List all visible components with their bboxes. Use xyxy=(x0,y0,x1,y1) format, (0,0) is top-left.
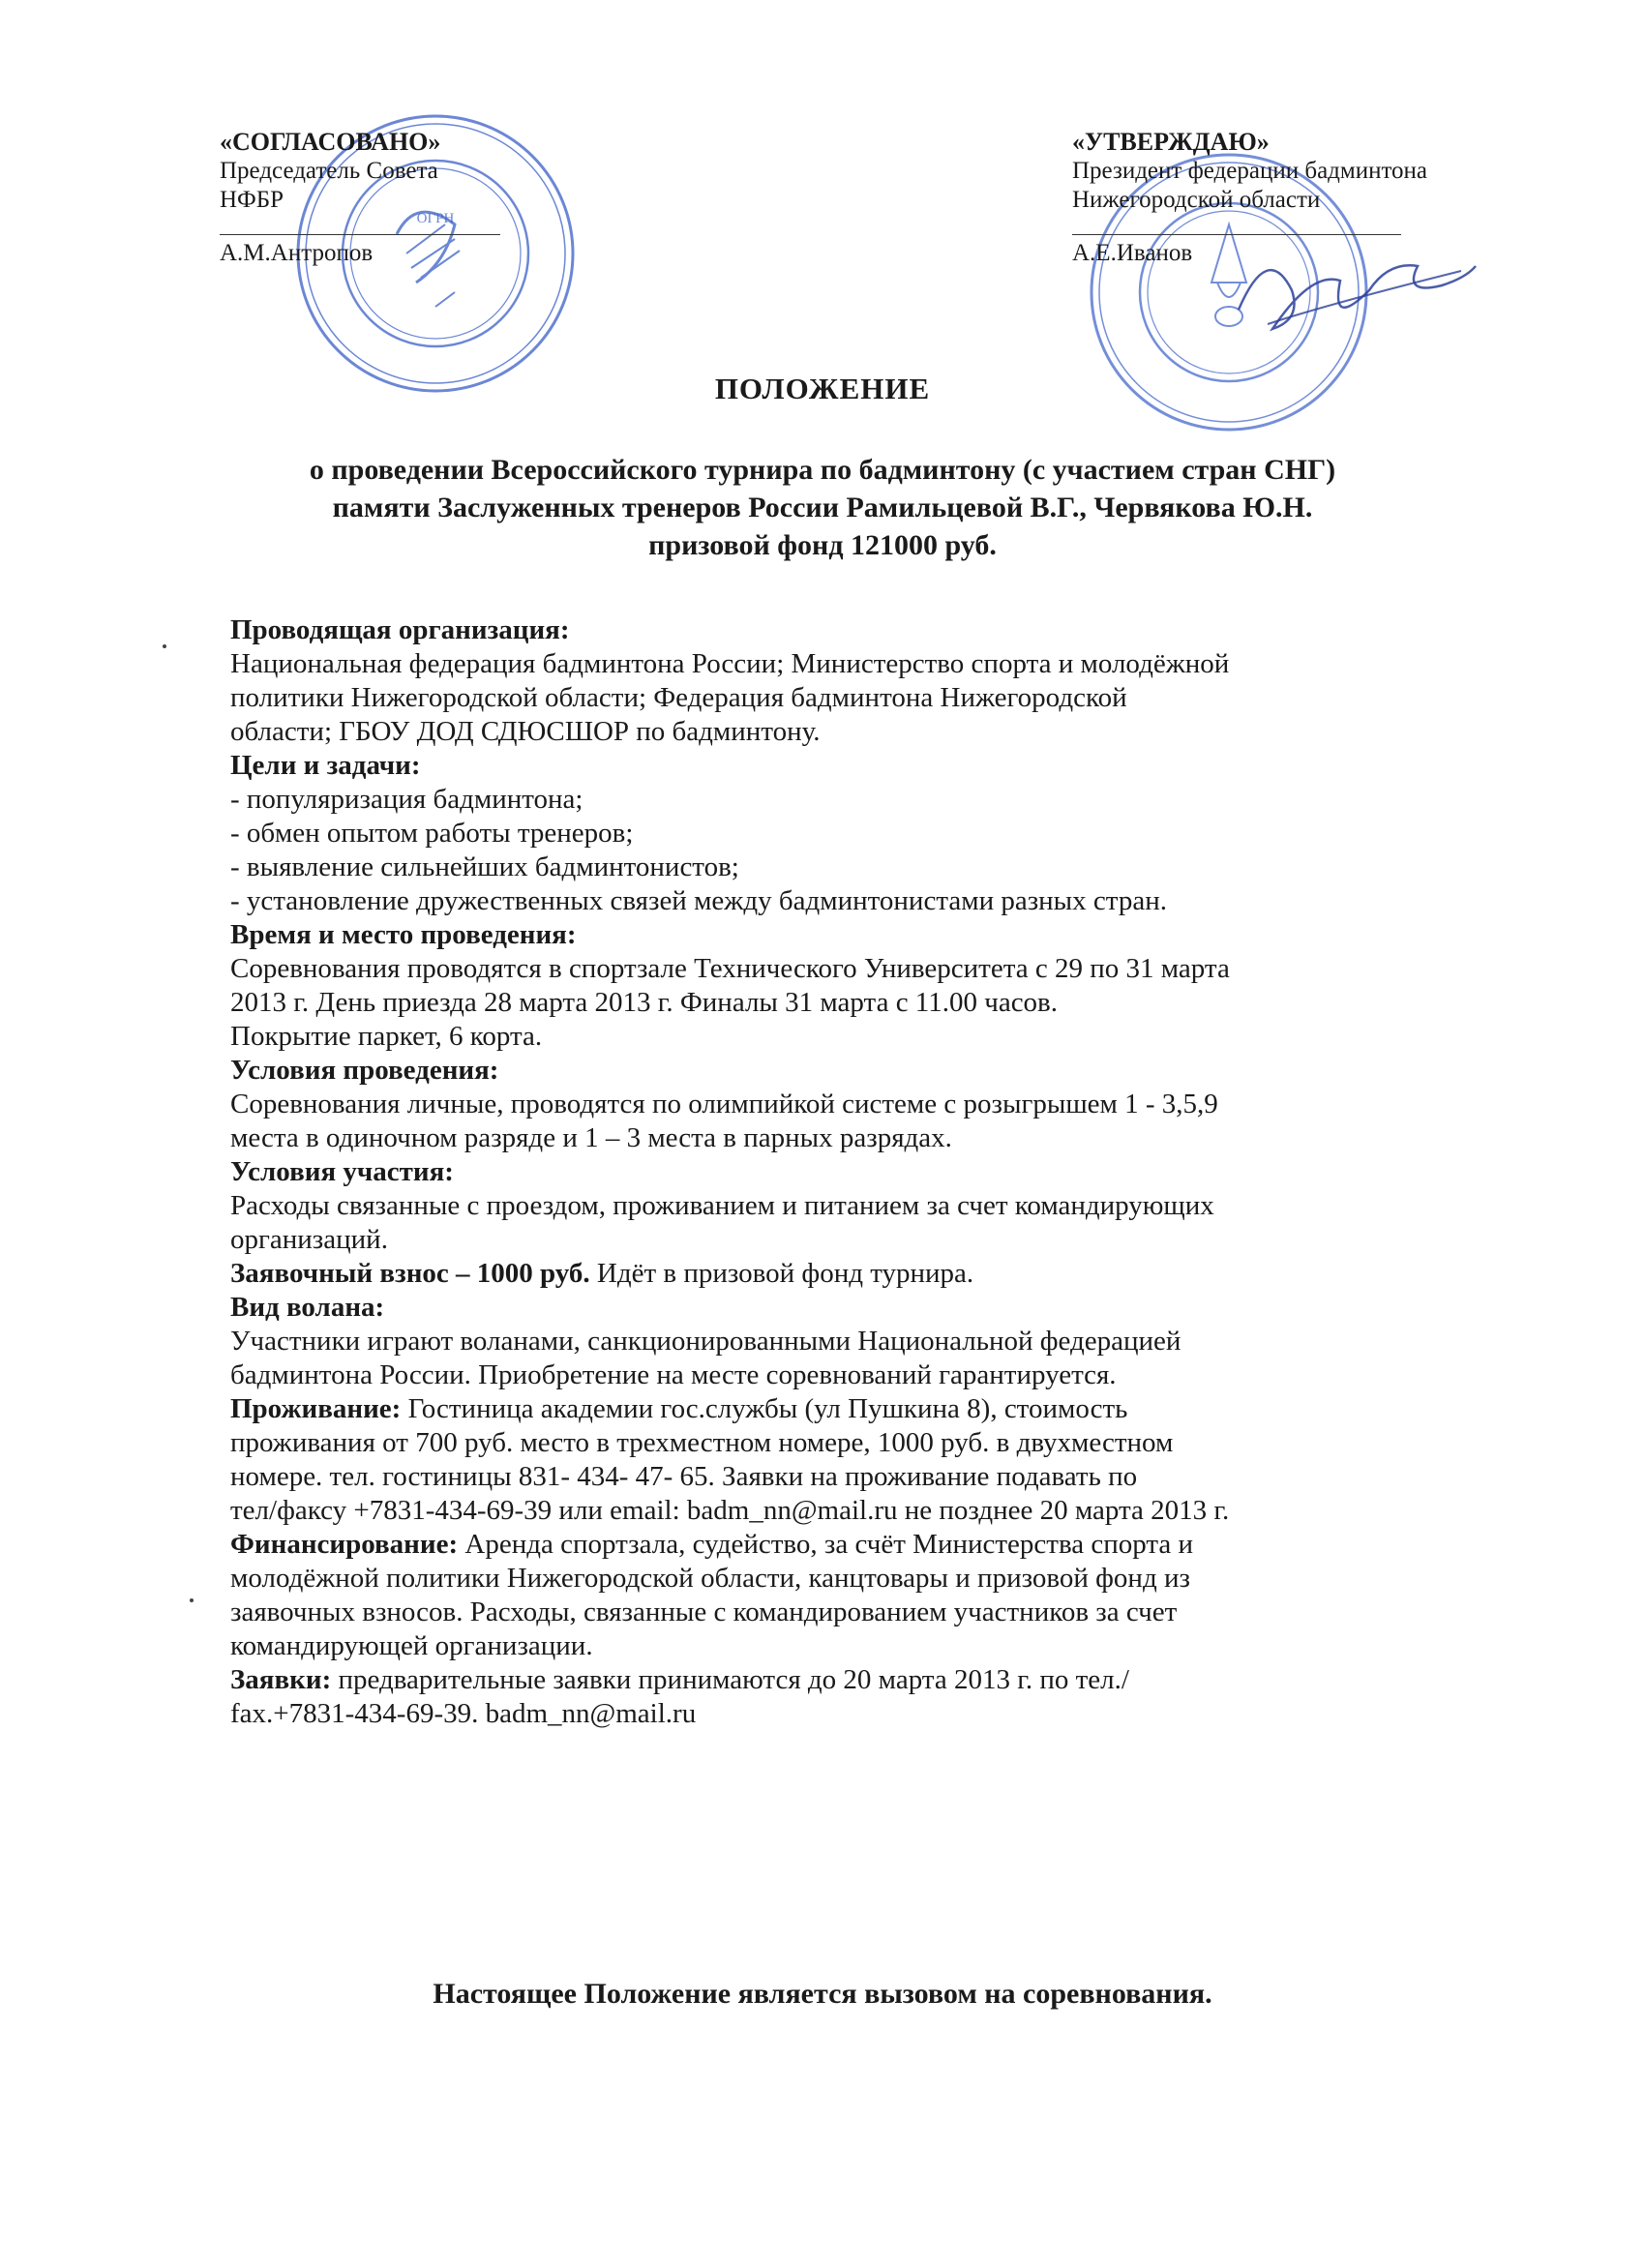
subtitle-line: призовой фонд 121000 руб. xyxy=(648,529,997,561)
section-heading-goals: Цели и задачи: xyxy=(230,750,421,781)
signature-line xyxy=(220,234,500,235)
section-heading-applications: Заявки: xyxy=(230,1664,332,1695)
accommodation-text: Гостиница академии гос.службы (ул Пушкина 8), стоимость xyxy=(401,1393,1128,1424)
handwritten-signature xyxy=(1229,232,1480,348)
section-heading-participation: Условия участия: xyxy=(230,1156,454,1187)
scan-speck xyxy=(163,644,166,648)
section-heading-accommodation: Проживание: xyxy=(230,1393,402,1424)
approval-org-line: НФБР xyxy=(220,187,284,213)
approval-block-agreed xyxy=(220,128,539,268)
body-line: - установление дружественных связей между бадминтонистами разных стран. xyxy=(230,885,1167,916)
body-line: организаций. xyxy=(230,1224,388,1255)
subtitle-line: памяти Заслуженных тренеров России Рамильцевой В.Г., Червякова Ю.Н. xyxy=(332,492,1313,523)
approval-org-line: Нижегородской области xyxy=(1072,187,1321,213)
body-line: места в одиночном разряде и 1 – 3 места в парных разрядах. xyxy=(230,1122,952,1153)
body-line: 2013 г. День приезда 28 марта 2013 г. Финалы 31 марта с 11.00 часов. xyxy=(230,987,1059,1018)
applications-line xyxy=(230,1663,1508,1697)
svg-text:ОГРН: ОГРН xyxy=(416,211,455,226)
body-line: проживания от 700 руб. место в трехместном номере, 1000 руб. в двухместном xyxy=(230,1427,1174,1458)
financing-text: Аренда спортзала, судейство, за счёт Министерства спорта и xyxy=(458,1529,1194,1560)
body-line: Участники играют воланами, санкционированными Национальной федерацией xyxy=(230,1326,1181,1357)
body-line: молодёжной политики Нижегородской области, канцтовары и призовой фонд из xyxy=(230,1563,1190,1594)
subtitle-line: о проведении Всероссийского турнира по бадминтону (с участием стран СНГ) xyxy=(309,454,1336,486)
body-line: Национальная федерация бадминтона России; Министерство спорта и молодёжной xyxy=(230,648,1230,679)
approval-signer-name: А.М.Антропов xyxy=(220,240,374,266)
body-line: командирующей организации. xyxy=(230,1630,593,1661)
accommodation-line xyxy=(230,1392,1508,1426)
section-heading-conditions: Условия проведения: xyxy=(230,1055,499,1086)
financing-line xyxy=(230,1528,1508,1562)
body-line: - обмен опытом работы тренеров; xyxy=(230,818,634,849)
body-line: Соревнования личные, проводятся по олимпийкой системе с розыгрышем 1 - 3,5,9 xyxy=(230,1089,1218,1119)
body-line: заявочных взносов. Расходы, связанные с командированием участников за счет xyxy=(230,1597,1178,1627)
body-line: - популяризация бадминтона; xyxy=(230,784,583,815)
document-subtitle xyxy=(174,451,1471,564)
approval-heading-approved: «УТВЕРЖДАЮ» xyxy=(1072,128,1270,156)
body-line: политики Нижегородской области; Федерация бадминтона Нижегородской xyxy=(230,682,1127,713)
closing-statement: Настоящее Положение является вызовом на соревнования. xyxy=(433,1978,1212,2010)
approval-role-line: Председатель Совета xyxy=(220,158,438,184)
section-heading-financing: Финансирование: xyxy=(230,1529,459,1560)
body-line: бадминтона России. Приобретение на месте соревнований гарантируется. xyxy=(230,1359,1117,1390)
section-heading-shuttle: Вид волана: xyxy=(230,1292,385,1323)
applications-text: предварительные заявки принимаются до 20 марта 2013 г. по тел./ xyxy=(331,1664,1129,1695)
scan-speck xyxy=(190,1598,194,1602)
approval-role-line: Президент федерации бадминтона xyxy=(1072,158,1428,184)
body-line: - выявление сильнейших бадминтонистов; xyxy=(230,851,739,882)
document-title: ПОЛОЖЕНИЕ xyxy=(714,372,931,405)
body-line: Расходы связанные с проездом, проживанием и питанием за счет командирующих xyxy=(230,1190,1214,1221)
fee-text: Идёт в призовой фонд турнира. xyxy=(589,1258,974,1289)
body-line: fax.+7831-434-69-39. badm_nn@mail.ru xyxy=(230,1698,697,1729)
section-heading-time-place: Время и место проведения: xyxy=(230,919,577,950)
body-line: Покрытие паркет, 6 корта. xyxy=(230,1021,543,1052)
body-line: области; ГБОУ ДОД СДЮСШОР по бадминтону. xyxy=(230,716,821,747)
document-body xyxy=(230,613,1508,1731)
body-line: тел/факсу +7831-434-69-39 или email: badm_nn@mail.ru не позднее 20 марта 2013 г. xyxy=(230,1495,1230,1526)
section-heading-organizer: Проводящая организация: xyxy=(230,614,570,645)
approval-heading-agreed: «СОГЛАСОВАНО» xyxy=(220,128,441,156)
approval-signer-name: А.Е.Иванов xyxy=(1072,240,1193,266)
fee-line xyxy=(230,1257,1508,1291)
section-heading-fee: Заявочный взнос – 1000 руб. xyxy=(230,1258,590,1289)
body-line: Соревнования проводятся в спортзале Технического Университета с 29 по 31 марта xyxy=(230,953,1230,984)
body-line: номере. тел. гостиницы 831- 434- 47- 65. Заявки на проживание подавать по xyxy=(230,1461,1138,1492)
